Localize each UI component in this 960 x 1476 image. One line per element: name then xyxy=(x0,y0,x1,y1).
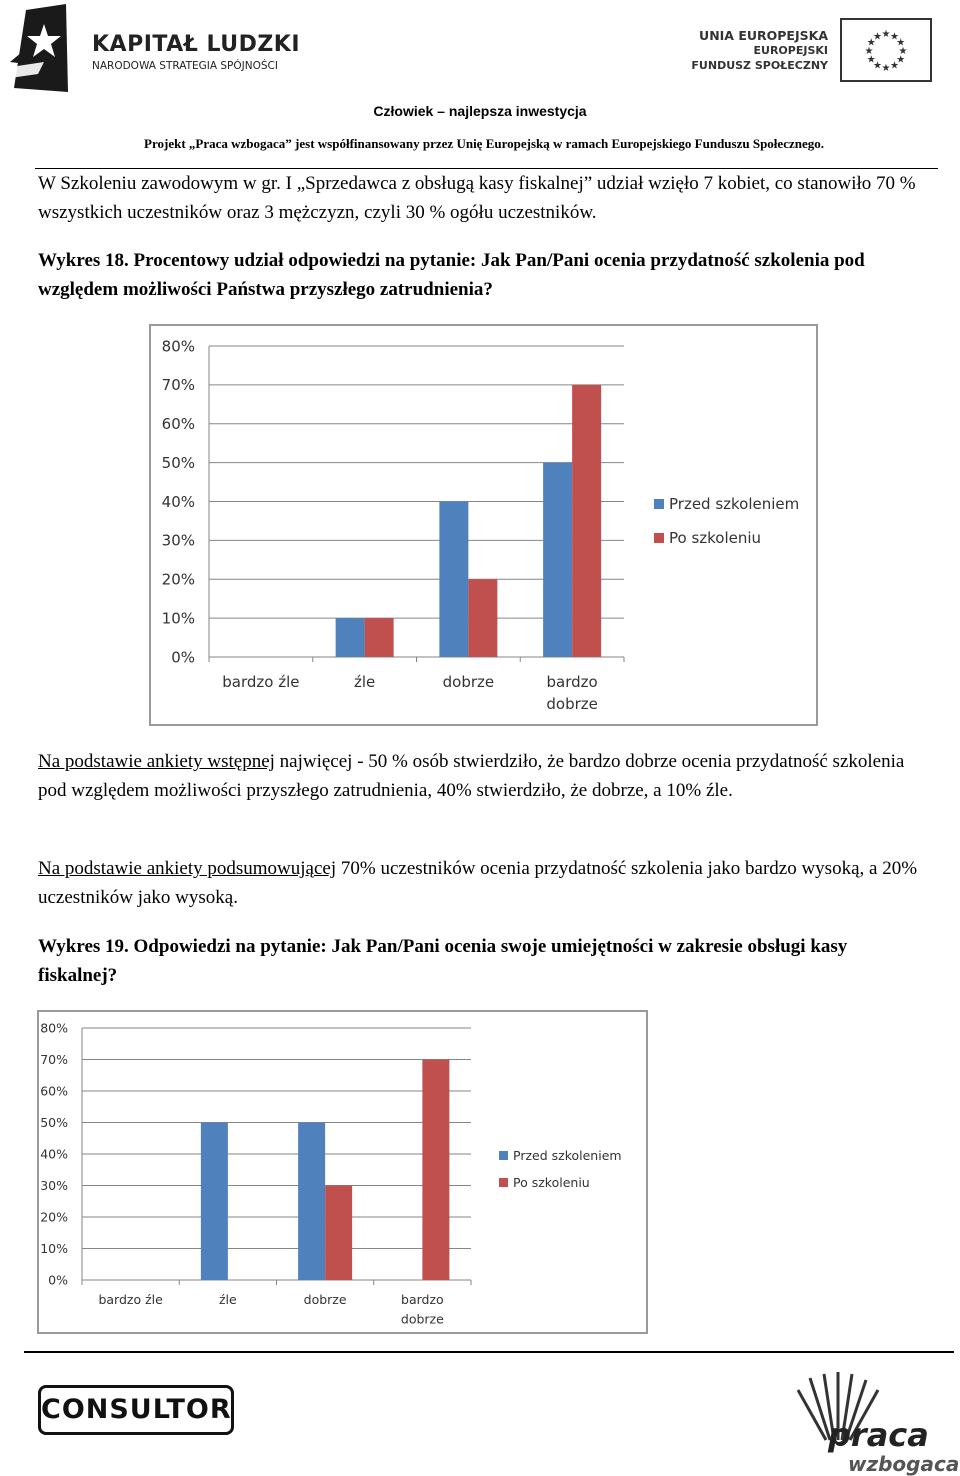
eu-flag-icon xyxy=(840,18,932,82)
y-tick-label: 10% xyxy=(40,1240,68,1256)
x-category-label: dobrze xyxy=(442,673,495,691)
eu-star-icon: ★ xyxy=(873,31,882,43)
footer-divider xyxy=(24,1351,954,1353)
eu-star-icon: ★ xyxy=(881,29,891,40)
chart-18 xyxy=(149,324,818,726)
y-tick-label: 60% xyxy=(40,1083,68,1099)
eu-line-1: UNIA EUROPEJSKA xyxy=(699,28,828,43)
y-tick-label: 30% xyxy=(161,531,195,550)
legend-label: Przed szkoleniem xyxy=(513,1148,622,1163)
eu-star-icon: ★ xyxy=(866,37,876,49)
eu-star-icon: ★ xyxy=(890,60,899,72)
y-tick-label: 30% xyxy=(40,1177,68,1193)
consultor-logo xyxy=(38,1385,234,1435)
summary-survey-text: 70% uczestników ocenia przydatność szkolenia jako bardzo wysoką, a 20% uczestników jako wysoką. xyxy=(38,858,918,908)
eu-line-3: FUNDUSZ SPOŁECZNY xyxy=(691,59,828,72)
y-tick-label: 70% xyxy=(161,376,195,395)
y-tick-label: 50% xyxy=(161,453,195,472)
eu-logo-text xyxy=(691,28,828,73)
initial-survey-text: najwięcej - 50 % osób stwierdziło, że bardzo dobrze ocenia przydatność szkolenia pod względem możliwości przyszłego zatrudnienia, 40% stwierdziło, że dobrze, a 10% źle. xyxy=(38,751,905,801)
y-tick-label: 20% xyxy=(40,1209,68,1225)
praca-logo-subword: wzbogaca xyxy=(848,1452,960,1476)
y-tick-label: 50% xyxy=(40,1114,68,1130)
legend-swatch xyxy=(499,1178,508,1187)
consultor-logo-text: CONSULTOR xyxy=(41,1394,232,1425)
eu-star-icon: ★ xyxy=(896,37,906,49)
kapital-ludzki-emblem-icon xyxy=(4,2,84,94)
kapital-ludzki-logo xyxy=(4,2,304,94)
chart-18-svg xyxy=(151,326,816,724)
legend-swatch xyxy=(499,1151,508,1160)
eu-star-icon: ★ xyxy=(866,54,876,66)
x-category-label: dobrze xyxy=(303,1292,347,1307)
y-tick-label: 40% xyxy=(40,1146,68,1162)
bar-before xyxy=(298,1123,325,1281)
x-category-label: bardzo xyxy=(546,673,598,691)
paragraph-initial-survey xyxy=(38,747,928,805)
legend-label: Przed szkoleniem xyxy=(669,495,800,513)
bar-before xyxy=(439,502,468,658)
intro-paragraph: W Szkoleniu zawodowym w gr. I „Sprzedawca z obsługą kasy fiskalnej” udział wzięło 7 kobiet, co stanowiło 70 % wszystkich uczestników oraz 3 mężczyzn, czyli 30 % ogółu uczestników. xyxy=(38,173,916,223)
summary-survey-link-text: Na podstawie ankiety podsumowującej xyxy=(38,858,337,879)
bar-after xyxy=(365,618,394,657)
praca-wzbogaca-logo xyxy=(790,1370,960,1476)
x-category-label: źle xyxy=(353,673,376,691)
x-category-label: dobrze xyxy=(400,1311,444,1327)
bar-before xyxy=(543,463,572,657)
y-tick-label: 10% xyxy=(161,609,195,628)
eu-star-icon: ★ xyxy=(890,31,899,43)
eu-star-icon: ★ xyxy=(896,54,906,66)
x-category-label: dobrze xyxy=(546,695,598,713)
eu-line-2: EUROPEJSKI xyxy=(753,44,828,57)
project-statement: Projekt „Praca wzbogaca” jest współfinansowany przez Unię Europejską w ramach Europejskiego Funduszu Społecznego. xyxy=(144,136,824,151)
y-tick-label: 80% xyxy=(40,1020,68,1036)
y-tick-label: 80% xyxy=(161,337,195,356)
eu-star-icon: ★ xyxy=(898,46,908,57)
chart-19-svg xyxy=(39,1012,646,1332)
x-category-label: bardzo źle xyxy=(98,1292,163,1307)
paragraph-summary-survey xyxy=(38,854,928,912)
bar-after xyxy=(468,579,497,657)
chart-18-caption: Wykres 18. Procentowy udział odpowiedzi na pytanie: Jak Pan/Pani ocenia przydatność szkolenia pod względem możliwości Państwa przyszłego zatrudnienia? xyxy=(38,250,865,300)
bar-after xyxy=(422,1060,449,1281)
y-tick-label: 70% xyxy=(40,1051,68,1067)
bar-before xyxy=(201,1123,228,1281)
x-category-label: bardzo xyxy=(401,1292,444,1307)
x-category-label: źle xyxy=(219,1292,237,1307)
legend-label: Po szkoleniu xyxy=(669,529,762,547)
eu-logo xyxy=(692,18,932,84)
bar-after xyxy=(325,1186,352,1281)
initial-survey-link-text: Na podstawie ankiety wstępnej xyxy=(38,751,275,772)
kapital-ludzki-name: KAPITAŁ LUDZKI xyxy=(92,32,301,57)
motto: Człowiek – najlepsza inwestycja xyxy=(373,103,587,119)
eu-stars-icon xyxy=(842,20,930,80)
y-tick-label: 40% xyxy=(161,492,195,511)
legend-label: Po szkoleniu xyxy=(513,1175,590,1190)
x-category-label: bardzo źle xyxy=(222,673,300,691)
eu-star-icon: ★ xyxy=(864,46,874,57)
y-tick-label: 20% xyxy=(161,570,195,589)
praca-logo-word: praca xyxy=(828,1416,929,1454)
y-tick-label: 0% xyxy=(48,1272,68,1288)
eu-star-icon: ★ xyxy=(881,63,891,74)
chart-19 xyxy=(37,1010,648,1334)
y-tick-label: 0% xyxy=(171,648,195,667)
legend-swatch xyxy=(654,533,664,543)
kapital-ludzki-subtitle: NARODOWA STRATEGIA SPÓJNOŚCI xyxy=(92,60,278,72)
y-tick-label: 60% xyxy=(161,415,195,433)
page-header xyxy=(0,0,960,160)
eu-star-icon: ★ xyxy=(873,60,882,72)
chart-19-caption: Wykres 19. Odpowiedzi na pytanie: Jak Pan/Pani ocenia swoje umiejętności w zakresie obsługi kasy fiskalnej? xyxy=(38,936,848,986)
bar-after xyxy=(572,385,601,657)
bar-before xyxy=(336,618,365,657)
legend-swatch xyxy=(654,499,664,509)
